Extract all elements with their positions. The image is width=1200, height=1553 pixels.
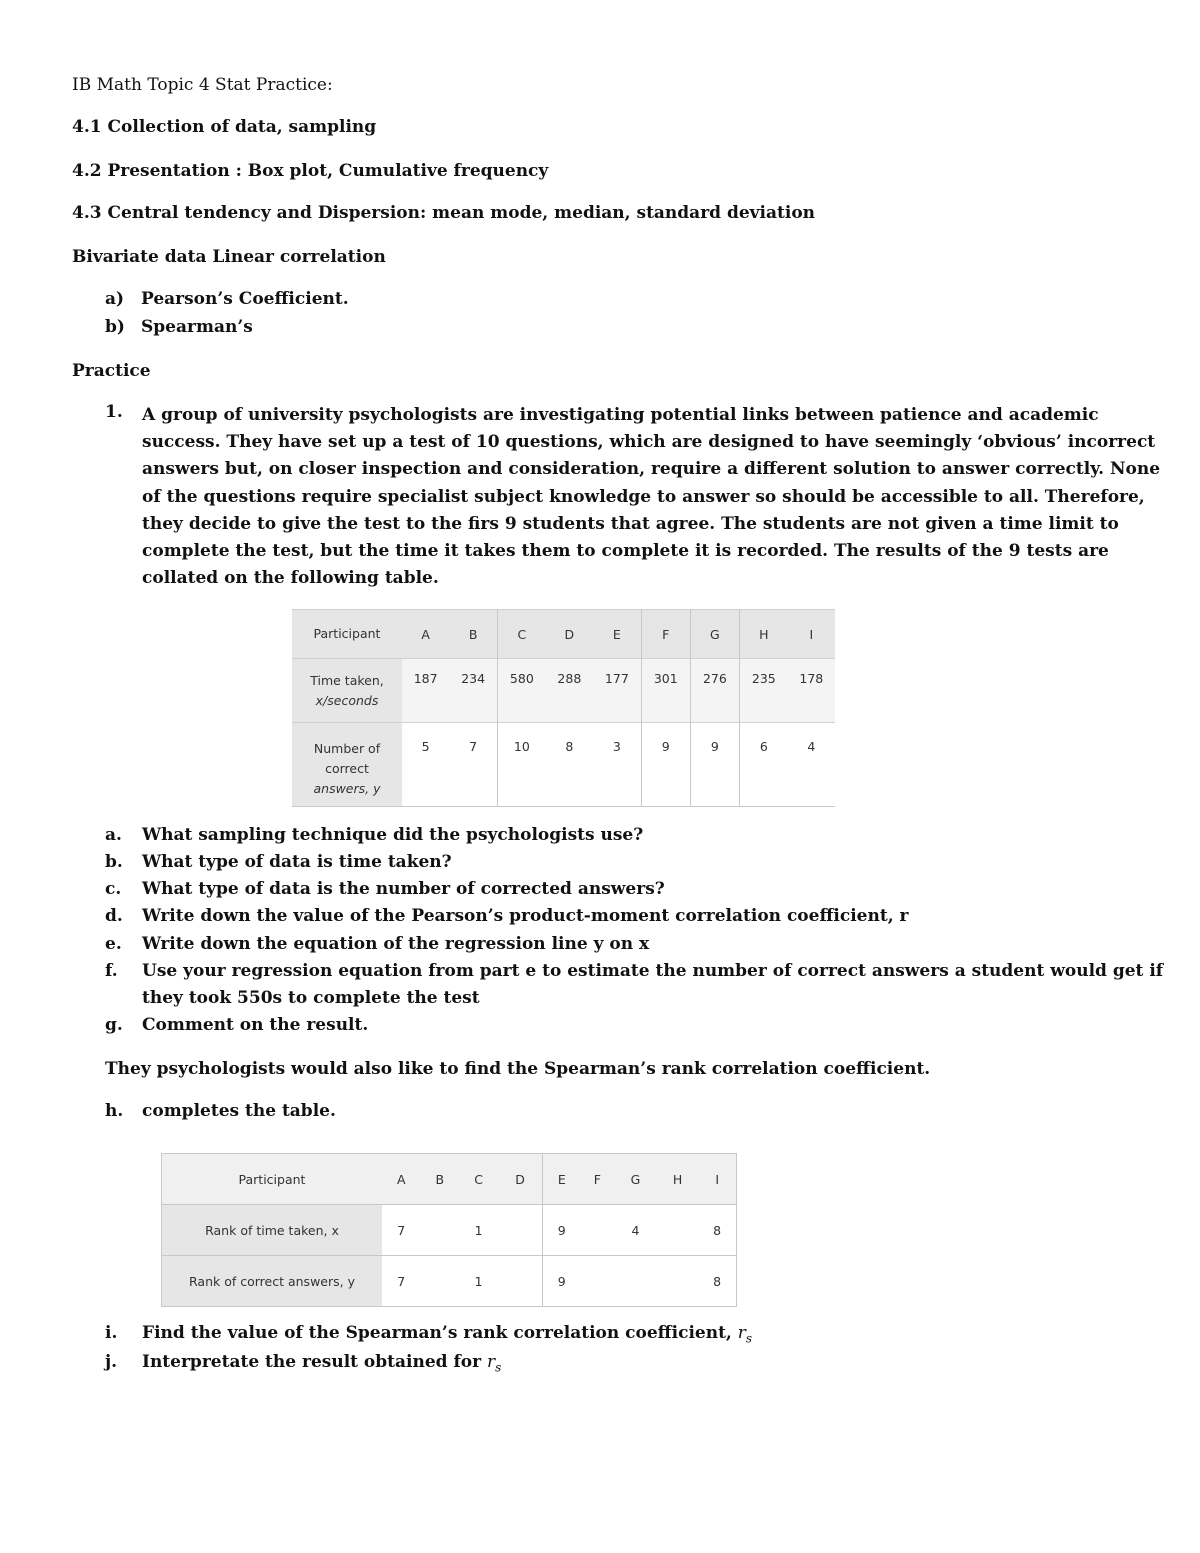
sub-question xyxy=(105,878,665,900)
question-text: Use your regression equation from part e to estimate the number of correct answers a student would get if xyxy=(142,961,1164,981)
header-cell: C xyxy=(459,1154,498,1205)
sub-question xyxy=(105,905,909,927)
table-row xyxy=(292,723,835,807)
practice-heading: Practice xyxy=(72,361,151,381)
table-cell: 9 xyxy=(641,723,690,807)
paragraph-line: A group of university psychologists are investigating potential links between patience and academic xyxy=(142,405,1099,425)
math-subscript: s xyxy=(745,1331,753,1346)
table-cell: 9 xyxy=(542,1205,580,1256)
paragraph-line: they decide to give the test to the firs 9 students that agree. The students are not given a time limit to xyxy=(142,513,1119,534)
table-row xyxy=(162,1256,737,1307)
spearman-intro: They psychologists would also like to find the Spearman’s rank correlation coefficient. xyxy=(105,1059,931,1079)
table-cell: 9 xyxy=(690,723,739,807)
row-label-text: Number of xyxy=(313,741,381,756)
sub-question xyxy=(105,1014,368,1036)
paragraph-line: collated on the following table. xyxy=(142,568,439,589)
table-cell: 6 xyxy=(739,723,787,807)
table-cell: 4 xyxy=(788,723,835,807)
table-cell xyxy=(498,1256,542,1307)
question-number: 1. xyxy=(105,402,123,422)
table-cell xyxy=(421,1256,460,1307)
table-cell: 4 xyxy=(614,1205,657,1256)
table-cell: 288 xyxy=(546,659,593,723)
row-label xyxy=(292,659,402,723)
question-text: Write down the equation of the regression line y on x xyxy=(142,934,650,954)
sub-question xyxy=(105,1322,752,1349)
table-cell: 234 xyxy=(449,659,497,723)
header-cell: G xyxy=(614,1154,657,1205)
table-cell: 7 xyxy=(382,1205,421,1256)
header-cell: H xyxy=(657,1154,699,1205)
table-cell: 7 xyxy=(382,1256,421,1307)
row-label xyxy=(292,723,402,807)
table-cell: 187 xyxy=(402,659,449,723)
question-text: Interpretate the result obtained for xyxy=(142,1352,487,1372)
question-text: Comment on the result. xyxy=(142,1015,369,1035)
sub-question xyxy=(105,851,452,873)
question-paragraph xyxy=(142,402,1161,592)
list-text: Pearson’s Coefficient. xyxy=(141,289,349,309)
row-label-text: Time taken, xyxy=(310,673,384,688)
question-marker: f. xyxy=(105,961,118,981)
question-marker: b. xyxy=(105,852,123,872)
list-text: Spearman’s xyxy=(141,317,253,337)
sub-question xyxy=(105,1351,501,1378)
header-cell: D xyxy=(498,1154,542,1205)
header-cell: E xyxy=(542,1154,580,1205)
math-symbol: r xyxy=(737,1323,746,1343)
table-cell: 276 xyxy=(690,659,739,723)
header-cell: F xyxy=(581,1154,615,1205)
header-cell: E xyxy=(593,610,641,659)
table-cell: 5 xyxy=(402,723,449,807)
table-cell xyxy=(421,1205,460,1256)
paragraph-line: complete the test, but the time it takes them to complete it is recorded. The results of the 9 tests are xyxy=(142,541,1109,562)
topic-4-2: 4.2 Presentation : Box plot, Cumulative frequency xyxy=(72,161,549,181)
header-cell: A xyxy=(402,610,449,659)
sub-question xyxy=(105,824,643,846)
rank-table xyxy=(161,1153,737,1307)
table-cell xyxy=(581,1205,615,1256)
header-cell: C xyxy=(498,610,546,659)
table-cell xyxy=(498,1205,542,1256)
question-marker: a. xyxy=(105,825,122,845)
table-cell xyxy=(657,1256,699,1307)
sub-question xyxy=(105,933,649,955)
table-cell: 580 xyxy=(498,659,546,723)
header-cell: F xyxy=(641,610,690,659)
header-cell: B xyxy=(421,1154,460,1205)
table-cell xyxy=(657,1205,699,1256)
table-cell: 177 xyxy=(593,659,641,723)
table-cell: 178 xyxy=(788,659,835,723)
table-header-row xyxy=(292,610,835,659)
table-cell: 1 xyxy=(459,1205,498,1256)
question-marker: d. xyxy=(105,906,123,926)
paragraph-line: success. They have set up a test of 10 questions, which are designed to have seemingly ‘obvious’ incorrect xyxy=(142,432,1156,453)
math-symbol: r xyxy=(487,1352,496,1372)
table-cell: 8 xyxy=(698,1256,736,1307)
table-cell: 235 xyxy=(739,659,787,723)
topic-4-1: 4.1 Collection of data, sampling xyxy=(72,117,377,137)
table-row xyxy=(292,659,835,723)
header-cell: I xyxy=(788,610,835,659)
topic-4-3: 4.3 Central tendency and Dispersion: mean mode, median, standard deviation xyxy=(72,203,816,223)
table-cell: 9 xyxy=(542,1256,580,1307)
table-cell: 8 xyxy=(546,723,593,807)
math-subscript: s xyxy=(495,1360,502,1375)
row-label-text: correct xyxy=(325,761,369,776)
question-text: Find the value of the Spearman’s rank correlation coefficient, xyxy=(142,1323,738,1343)
sub-question xyxy=(105,1100,336,1122)
row-label: Rank of time taken, x xyxy=(162,1205,383,1256)
question-marker: e. xyxy=(105,934,122,954)
table-cell: 7 xyxy=(449,723,497,807)
question-text: What type of data is time taken? xyxy=(142,852,452,872)
table-cell xyxy=(614,1256,657,1307)
table-cell: 301 xyxy=(641,659,690,723)
question-continuation: they took 550s to complete the test xyxy=(142,988,480,1008)
table-cell: 1 xyxy=(459,1256,498,1307)
list-item xyxy=(105,288,349,310)
question-marker: g. xyxy=(105,1015,123,1035)
paragraph-line: answers but, on closer inspection and consideration, require a different solution to answer correctly. None xyxy=(142,459,1161,480)
header-cell: Participant xyxy=(292,610,402,659)
question-marker: h. xyxy=(105,1101,124,1121)
table-header-row xyxy=(162,1154,737,1205)
table-row xyxy=(162,1205,737,1256)
question-marker: c. xyxy=(105,879,122,899)
table-cell: 3 xyxy=(593,723,641,807)
row-label-text: x/seconds xyxy=(315,693,379,708)
table-cell: 8 xyxy=(698,1205,736,1256)
question-text: completes the table. xyxy=(142,1101,336,1121)
list-marker: b) xyxy=(105,317,125,337)
question-text: What type of data is the number of corrected answers? xyxy=(142,879,665,899)
paragraph-line: of the questions require specialist subject knowledge to answer so should be accessible to all. Therefore, xyxy=(142,486,1145,507)
document-title: IB Math Topic 4 Stat Practice: xyxy=(72,75,333,95)
header-cell: A xyxy=(382,1154,421,1205)
header-cell: I xyxy=(698,1154,736,1205)
bivariate-heading: Bivariate data Linear correlation xyxy=(72,247,386,267)
question-marker: j. xyxy=(105,1352,118,1372)
data-table xyxy=(292,609,835,807)
list-marker: a) xyxy=(105,289,125,309)
row-label-text: answers, y xyxy=(313,781,381,796)
table-cell: 10 xyxy=(498,723,546,807)
table-cell xyxy=(581,1256,615,1307)
header-cell: B xyxy=(449,610,497,659)
header-cell: G xyxy=(690,610,739,659)
sub-question xyxy=(105,960,1163,982)
header-cell: Participant xyxy=(162,1154,383,1205)
question-marker: i. xyxy=(105,1323,118,1343)
question-text: What sampling technique did the psychologists use? xyxy=(142,825,644,845)
question-text: Write down the value of the Pearson’s product-moment correlation coefficient, r xyxy=(142,906,909,926)
header-cell: H xyxy=(739,610,787,659)
row-label: Rank of correct answers, y xyxy=(162,1256,383,1307)
header-cell: D xyxy=(546,610,593,659)
list-item xyxy=(105,316,253,338)
